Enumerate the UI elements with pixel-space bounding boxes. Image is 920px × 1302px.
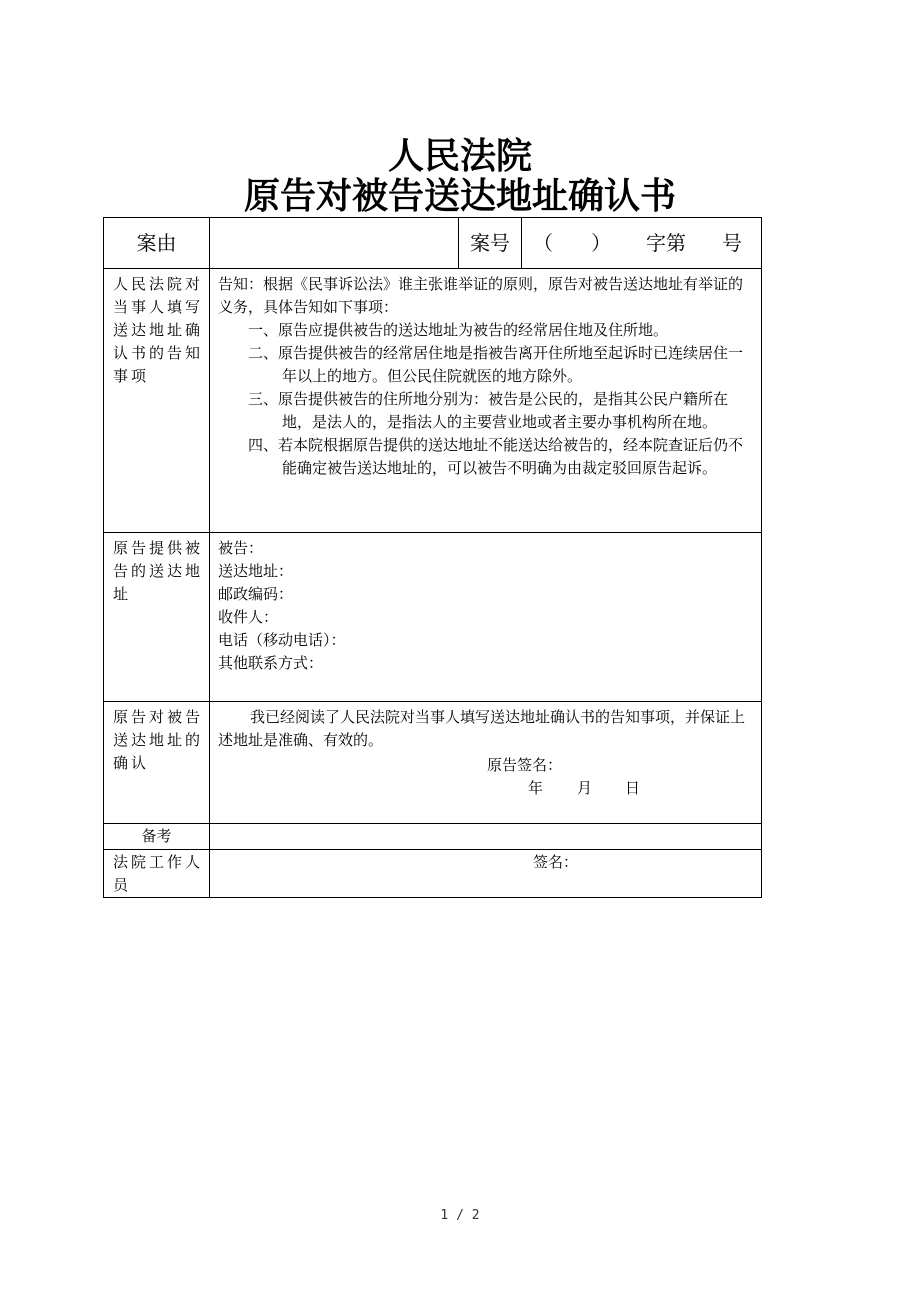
date-year: 年 <box>528 779 544 797</box>
postal-code-field[interactable]: 邮政编码： <box>218 585 294 603</box>
notice-content <box>218 273 756 480</box>
page-indicator: 1 / 2 <box>440 1208 480 1223</box>
service-address-field[interactable]: 送达地址： <box>218 562 294 580</box>
court-staff-label: 法院工作人员 <box>113 853 204 894</box>
notice-item: 一、原告应提供被告的送达地址为被告的经常居住地及住所地。 <box>248 321 669 339</box>
confirmation-text: 我已经阅读了人民法院对当事人填写送达地址确认书的告知事项，并保证上述地址是准确、有效的。 <box>218 708 746 749</box>
notice-row-label: 人民法院对当事人填写送达地址确认书的告知事项 <box>113 275 204 385</box>
case-number-label: 案号 <box>470 231 510 255</box>
plaintiff-signature-label[interactable]: 原告签名： <box>487 756 563 774</box>
notice-item: 二、原告提供被告的经常居住地是指被告离开住所地至起诉时已连续居住一年以上的地方。但公民住院就医的地方除外。 <box>248 344 744 385</box>
address-fields <box>218 537 756 675</box>
case-number-paren[interactable]: （ ） <box>533 231 612 255</box>
other-contact-field[interactable]: 其他联系方式： <box>218 654 324 672</box>
recipient-field[interactable]: 收件人： <box>218 608 279 626</box>
date-month: 月 <box>577 779 593 797</box>
case-number-hao: 号 <box>722 231 742 255</box>
notice-item: 四、若本院根据原告提供的送达地址不能送达给被告的，经本院查证后仍不能确定被告送达地址的，可以被告不明确为由裁定驳回原告起诉。 <box>248 436 744 477</box>
staff-signature-label[interactable]: 签名： <box>533 853 579 871</box>
confirmation-row-label: 原告对被告送达地址的确认 <box>113 708 204 772</box>
case-number-zi: 字第 <box>646 231 686 255</box>
document-title: 原告对被告送达地址确认书 <box>243 175 676 217</box>
date-day: 日 <box>625 779 641 797</box>
address-row-label: 原告提供被告的送达地址 <box>113 539 204 603</box>
notice-item: 三、原告提供被告的住所地分别为：被告是公民的，是指其公民户籍所在地，是法人的，是指法人的主要营业地或者主要办事机构所在地。 <box>248 390 729 431</box>
phone-field[interactable]: 电话（移动电话）： <box>218 631 346 649</box>
case-cause-label: 案由 <box>136 231 177 255</box>
document-title-court: 人民法院 <box>387 135 532 177</box>
defendant-field[interactable]: 被告： <box>218 539 264 557</box>
remarks-label: 备考 <box>141 827 172 845</box>
notice-intro: 告知：根据《民事诉讼法》谁主张谁举证的原则，原告对被告送达地址有举证的义务，具体告知如下事项： <box>218 275 744 316</box>
